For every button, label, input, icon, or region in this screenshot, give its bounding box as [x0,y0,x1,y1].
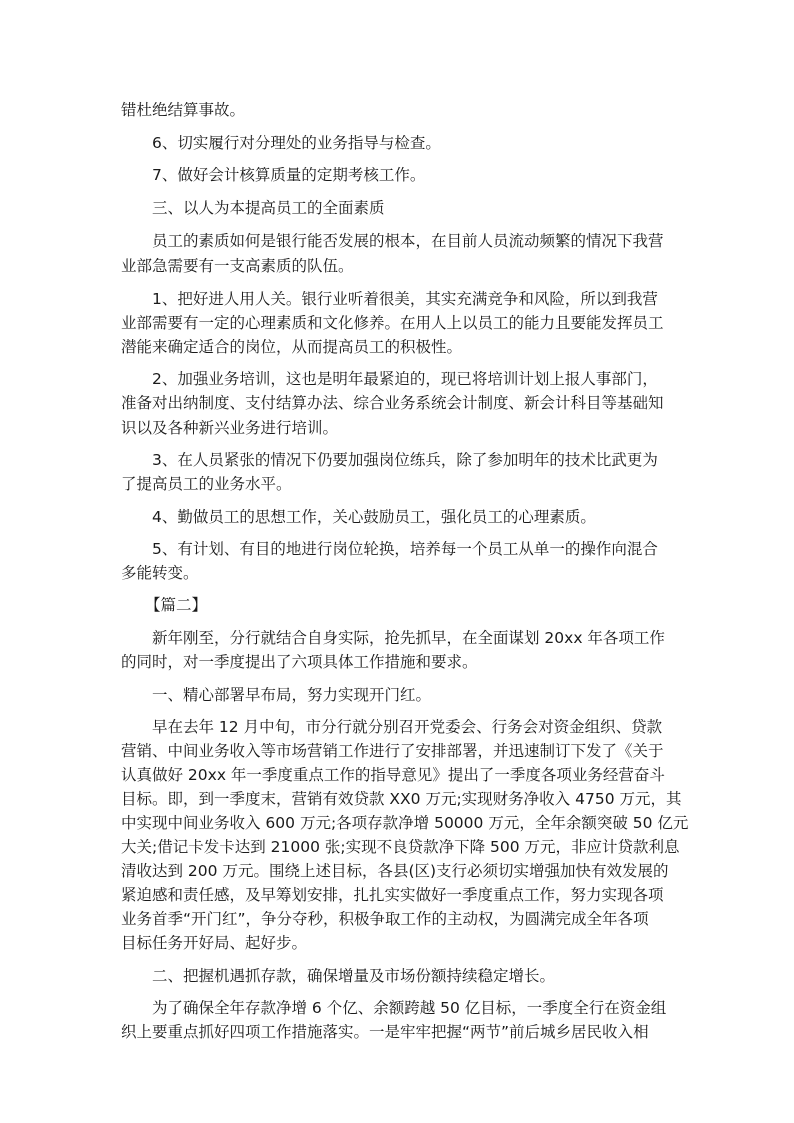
text-line: 目标任务开好局、起好步。 [121,934,308,952]
text-line: 目标。即，到一季度末，营销有效贷款 XX0 万元;实现财务净收入 4750 万元，其 [121,790,682,808]
chapter-heading: 【篇二】 [145,596,208,614]
text-line: 大关;借记卡发卡达到 21000 张;实现不良贷款净下降 500 万元，非应计贷款利息 [121,838,680,856]
text-line: 为了确保全年存款净增 6 个亿、余额跨越 50 亿目标，一季度全行在资金组 [152,999,667,1017]
text-line: 多能转变。 [121,564,199,582]
text-line: 错杜绝结算事故。 [121,101,246,119]
section-heading: 一、精心部署早布局，努力实现开门红。 [152,686,432,704]
text-line: 5、有计划、有目的地进行岗位轮换，培养每一个员工从单一的操作向混合 [152,540,658,558]
text-line: 识以及各种新兴业务进行培训。 [121,419,339,437]
text-line: 了提高员工的业务水平。 [121,475,292,493]
section-heading: 三、以人为本提高员工的全面素质 [152,199,385,217]
text-line: 新年刚至，分行就结合自身实际，抢先抓早，在全面谋划 20xx 年各项工作 [152,629,665,647]
text-line: 早在去年 12 月中旬，市分行就分别召开党委会、行务会对资金组织、贷款 [152,718,663,736]
text-line: 潜能来确定适合的岗位，从而提高员工的积极性。 [121,338,463,356]
text-line: 织上要重点抓好四项工作措施落实。一是牢牢把握“两节”前后城乡居民收入相 [121,1023,649,1041]
text-line: 业部需要有一定的心理素质和文化修养。在用人上以员工的能力且要能发挥员工 [121,314,664,332]
text-line: 7、做好会计核算质量的定期考核工作。 [152,166,426,184]
text-line: 准备对出纳制度、支付结算办法、综合业务系统会计制度、新会计科目等基础知 [121,394,664,412]
text-line: 紧迫感和责任感，及早筹划安排，扎扎实实做好一季度重点工作，努力实现各项 [121,886,664,904]
text-line: 业部急需要有一支高素质的队伍。 [121,257,354,275]
text-line: 认真做好 20xx 年一季度重点工作的指导意见》提出了一季度各项业务经营奋斗 [121,766,665,784]
text-line: 清收达到 200 万元。围绕上述目标，各县(区)支行必须切实增强加快有效发展的 [121,862,669,880]
text-line: 6、切实履行对分理处的业务指导与检查。 [152,134,441,152]
text-line: 4、勤做员工的思想工作，关心鼓励员工，强化员工的心理素质。 [152,508,596,526]
text-line: 的同时，对一季度提出了六项具体工作措施和要求。 [121,653,478,671]
text-line: 2、加强业务培训，这也是明年最紧迫的，现已将培训计划上报人事部门， [152,370,658,388]
text-line: 业务首季“开门红”，争分夺秒，积极争取工作的主动权，为圆满完成全年各项 [121,910,649,928]
text-line: 3、在人员紧张的情况下仍要加强岗位练兵，除了参加明年的技术比武更为 [152,451,658,469]
text-line: 营销、中间业务收入等市场营销工作进行了安排部署，并迅速制订下发了《关于 [121,742,664,760]
text-line: 1、把好进人用人关。银行业听着很美，其实充满竞争和风险，所以到我营 [152,290,658,308]
text-line: 员工的素质如何是银行能否发展的根本，在目前人员流动频繁的情况下我营 [152,232,664,250]
section-heading: 二、把握机遇抓存款，确保增量及市场份额持续稳定增长。 [152,967,556,985]
text-line: 中实现中间业务收入 600 万元;各项存款净增 50000 万元，全年余额突破 50 亿元 [121,814,689,832]
